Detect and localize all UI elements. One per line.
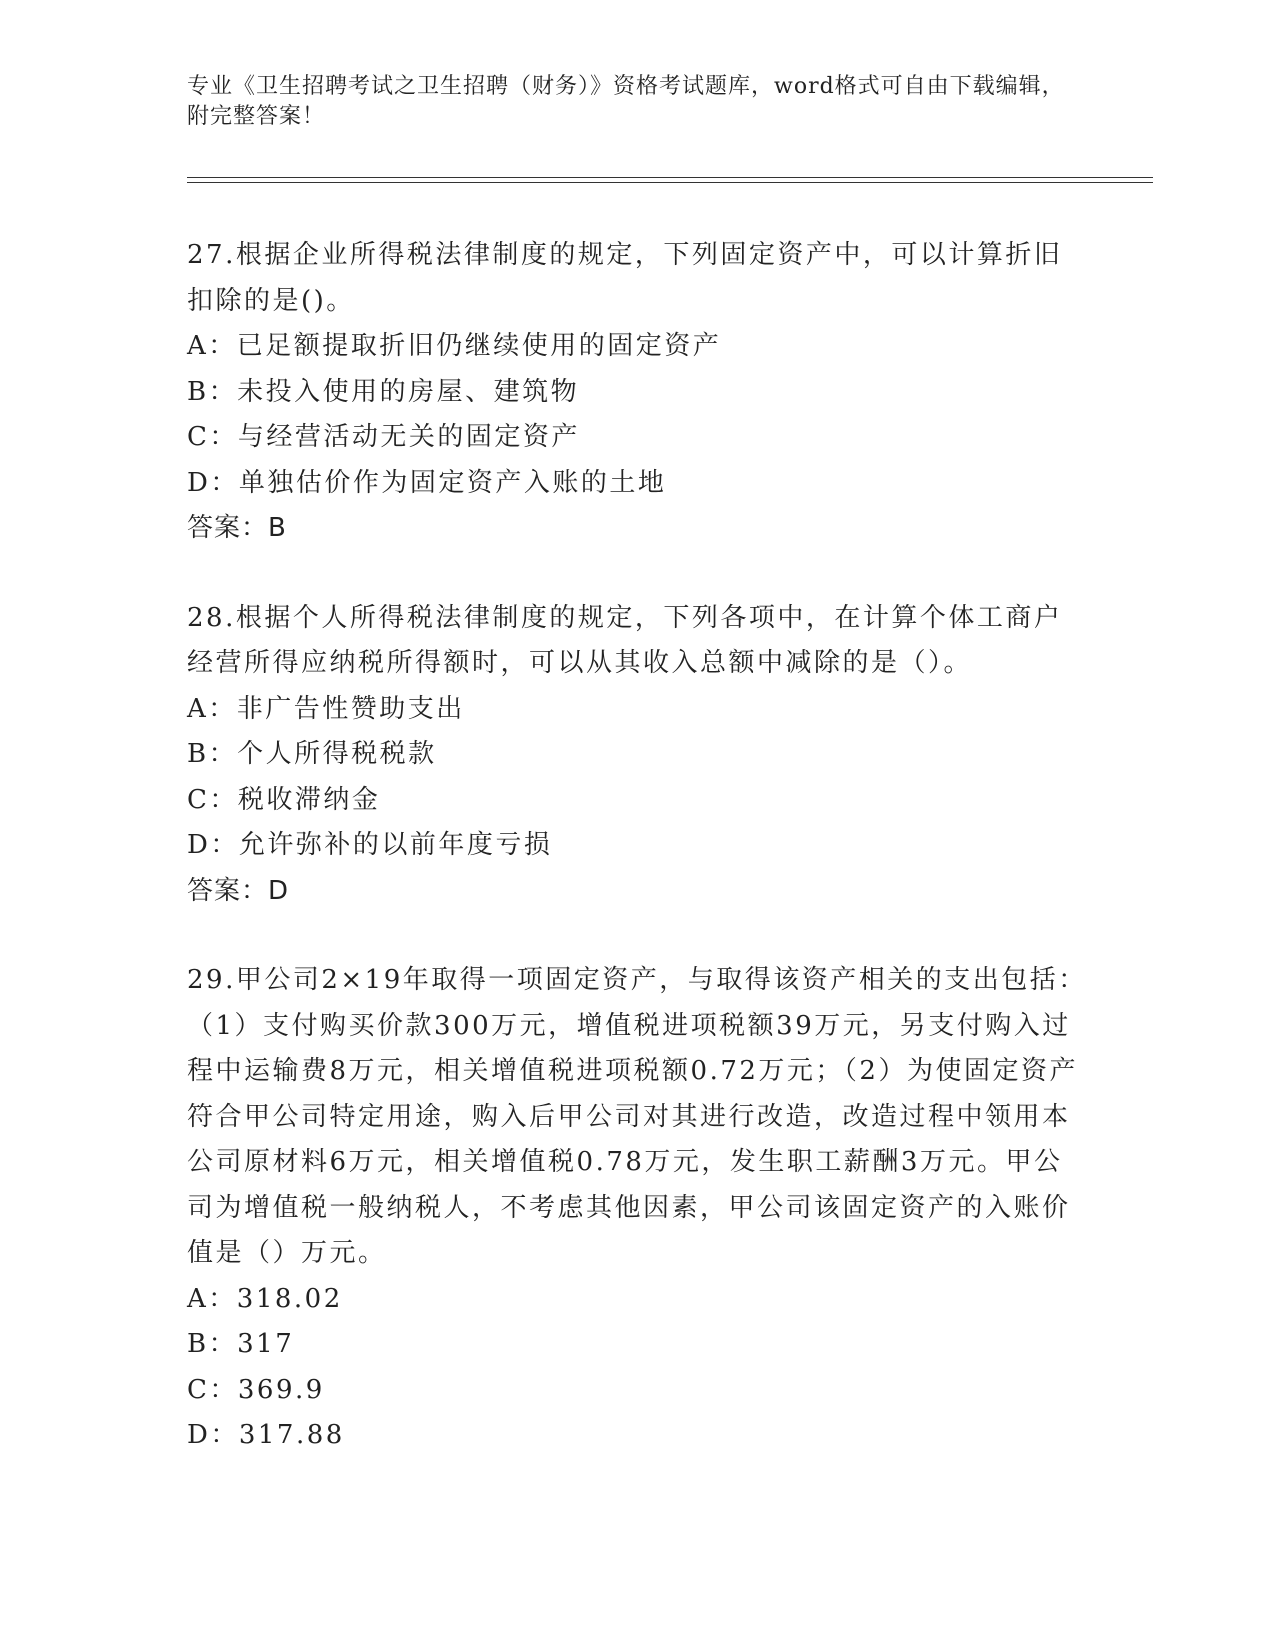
- header-divider-top: [187, 177, 1153, 178]
- question-list: [187, 233, 1087, 1503]
- option-a: A：已足额提取折旧仍继续使用的固定资产: [187, 331, 722, 361]
- option-b: B：个人所得税税款: [187, 739, 437, 769]
- option-b: B：未投入使用的房屋、建筑物: [187, 376, 580, 407]
- option-c: C：与经营活动无关的固定资产: [187, 422, 580, 452]
- question-29: [187, 958, 1087, 1459]
- question-28: [187, 596, 1087, 915]
- question-stem: 28.根据个人所得税法律制度的规定，下列各项中，在计算个体工商户经营所得应纳税所得额时，可以从其收入总额中减除的是（）。: [187, 602, 1063, 678]
- question-27: [187, 233, 1087, 552]
- option-d: D：317.88: [187, 1420, 345, 1450]
- option-c: C：税收滞纳金: [187, 784, 381, 815]
- header-divider-bottom: [187, 182, 1153, 183]
- option-b: B：317: [187, 1329, 295, 1359]
- question-stem: 27.根据企业所得税法律制度的规定，下列固定资产中，可以计算折旧扣除的是()。: [187, 240, 1063, 316]
- question-stem: 29.甲公司2×19年取得一项固定资产，与取得该资产相关的支出包括：（1）支付购买价款300万元，增值税进项税额39万元，另支付购入过程中运输费8万元，相关增值税进项税额0.72万元；（2）为使固定资产符合甲公司特定用途，购入后甲公司对其进行改造，改造过程中领用本公司原材料6万元，相关增值税0.78万元，发生职工薪酬3万元。甲公司为增值税一般纳税人，不考虑其他因素，甲公司该固定资产的入账价值是（）万元。: [187, 965, 1087, 1268]
- option-d: D：允许弥补的以前年度亏损: [187, 830, 553, 860]
- option-d: D：单独估价作为固定资产入账的土地: [187, 467, 667, 498]
- option-a: A：非广告性赞助支出: [187, 693, 465, 724]
- option-a: A：318.02: [187, 1283, 343, 1314]
- answer-label: 答案：D: [187, 875, 290, 906]
- document-intro: 专业《卫生招聘考试之卫生招聘（财务）》资格考试题库，word格式可自由下载编辑，附完整答案！: [187, 74, 1065, 129]
- option-c: C：369.9: [187, 1374, 325, 1405]
- answer-label: 答案：B: [187, 513, 287, 543]
